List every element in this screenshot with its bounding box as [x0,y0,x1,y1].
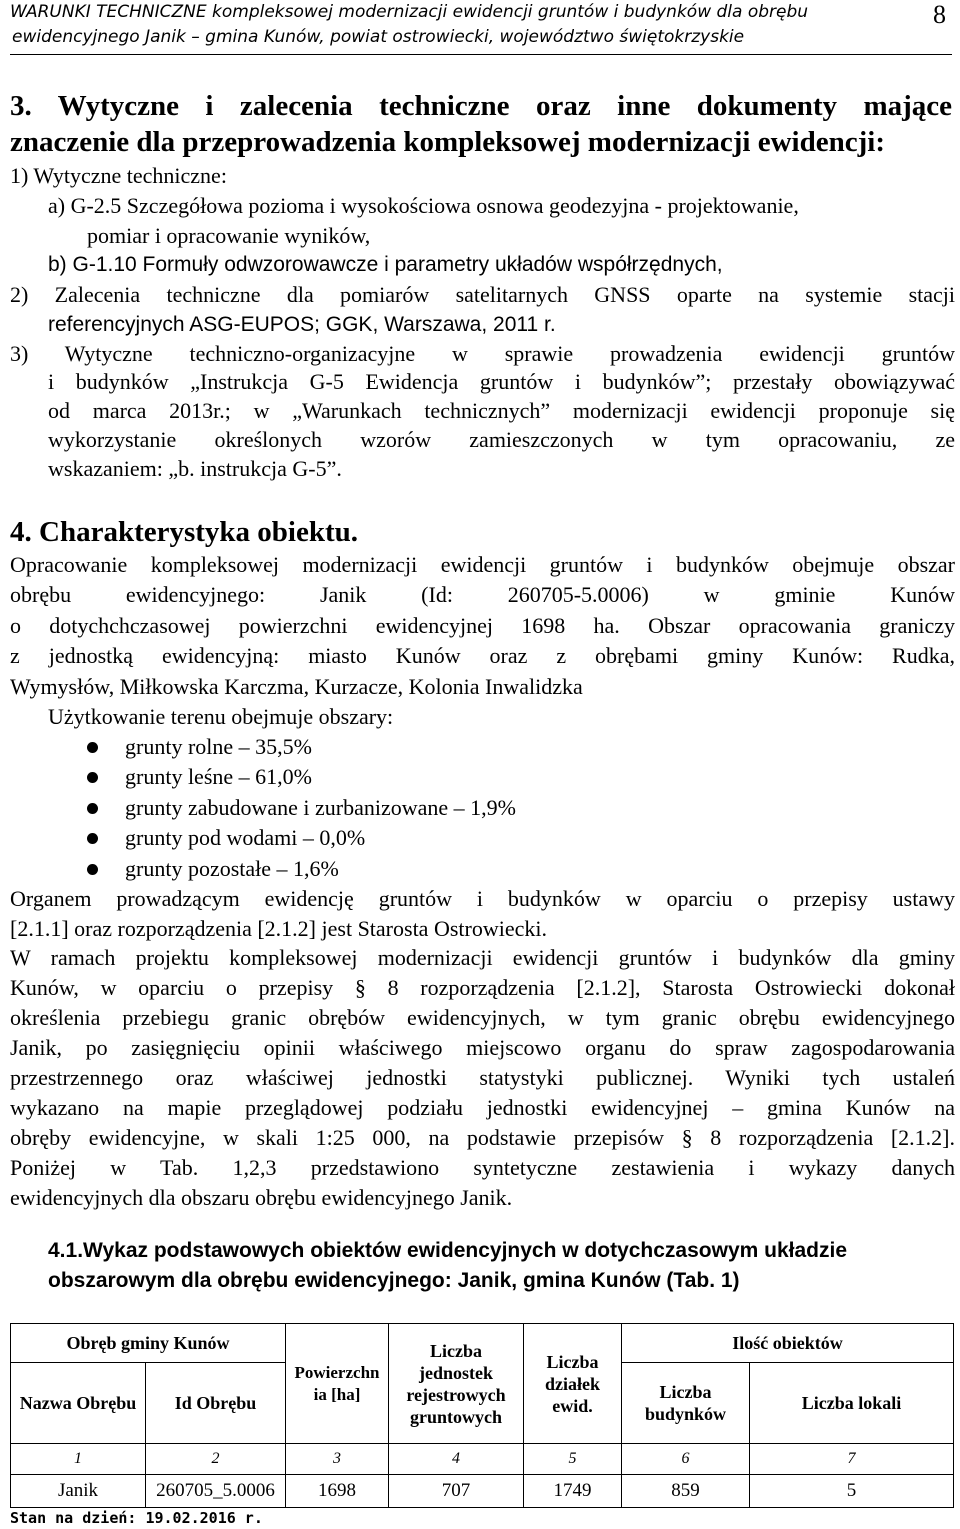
section-3-title-line-2: znaczenie dla przeprowadzenia kompleksowej modernizacji ewidencji: [10,126,885,158]
running-header [10,0,910,50]
section-4-1-title-line-2: obszarowym dla obrębu ewidencyjnego: Janik, gmina Kunów (Tab. 1) [48,1269,740,1292]
section-4-1-title-line-1: 4.1.Wykaz podstawowych obiektów ewidencyjnych w dotychczasowym układzie [48,1239,848,1262]
land-use-intro: Użytkowanie terenu obejmuje obszary: [48,704,394,729]
s3-line: wykorzystanie określonych wzorów zamieszczonych w tym opracowaniu, ze [48,427,955,452]
cell-nazwa: Janik [11,1475,146,1508]
cell-dzialki: 1749 [524,1475,622,1508]
group-header-ilosc: Ilość obiektów [622,1324,954,1363]
land-use-item: grunty pod wodami – 0,0% [125,825,366,850]
land-use-item: grunty rolne – 35,5% [125,734,312,759]
col-header-jednostki: Liczba jednostek rejestrowych gruntowych [389,1324,524,1444]
col-header-powierzchnia: Powierzchn ia [ha] [286,1324,389,1444]
bullet-icon [87,833,98,844]
status-date: Stan na dzień: 19.02.2016 r. [10,1509,263,1527]
section-4-title: 4. Charakterystyka obiektu. [10,516,359,548]
s3-line: 1) Wytyczne techniczne: [10,163,227,188]
land-use-item: grunty pozostałe – 1,6% [125,856,339,881]
col-header-lokale: Liczba lokali [750,1363,954,1444]
bullet-icon [87,772,98,783]
s3-line: a) G-2.5 Szczegółowa pozioma i wysokościowa osnowa geodezyjna - projektowanie, [48,193,799,218]
bullet-icon [87,864,98,875]
land-use-item: grunty zabudowane i zurbanizowane – 1,9% [125,795,516,820]
header-rule [10,54,952,55]
section-3-title-line-1: 3. Wytyczne i zalecenia techniczne oraz inne dokumenty mające [10,90,952,122]
s4-para3-line: obręby ewidencyjne, w skali 1:25 000, na podstawie przepisów § 8 rozporządzenia [2.1.2]. [10,1125,955,1150]
col-header-dzialki: Liczba działek ewid. [524,1324,622,1444]
s4-para2-line: Organem prowadzącym ewidencję gruntów i budynków w oparciu o przepisy ustawy [10,886,955,911]
cell-lokale: 5 [750,1475,954,1508]
s3-line: 3) Wytyczne techniczno-organizacyjne w sprawie prowadzenia ewidencji gruntów [10,341,955,366]
cell-jednostki: 707 [389,1475,524,1508]
s3-line: pomiar i opracowanie wyników, [87,223,371,248]
column-number: 6 [622,1444,750,1475]
s3-line: wskazaniem: „b. instrukcja G-5”. [48,456,342,481]
s3-line: i budynków „Instrukcja G-5 Ewidencja gruntów i budynków”; przestały obowiązywać [48,369,955,394]
land-use-item: grunty leśne – 61,0% [125,764,312,789]
s4-para3-line: Poniżej w Tab. 1,2,3 przedstawiono syntetyczne zestawienia i wykazy danych [10,1155,955,1180]
column-number: 5 [524,1444,622,1475]
cell-budynki: 859 [622,1475,750,1508]
s4-para1-line: Wymysłów, Miłkowska Karczma, Kurzacze, Kolonia Inwalidzka [10,674,583,699]
header-line-2: ewidencyjnego Janik – gmina Kunów, powiat ostrowiecki, województwo świętokrzyskie [12,27,745,47]
s3-line: referencyjnych ASG-EUPOS; GGK, Warszawa, 2011 r. [48,313,556,336]
col-header-budynki: Liczba budynków [622,1363,750,1444]
s4-para2-line: [2.1.1] oraz rozporządzenia [2.1.2] jest Starosta Ostrowiecki. [10,916,547,941]
s4-para3-line: określenia przebiegu granic obrębów ewidencyjnych, w tym granic obrębu ewidencyjnego [10,1005,955,1030]
s3-line: od marca 2013r.; w „Warunkach technicznych” modernizacji ewidencji proponuje się [48,398,955,423]
s4-para3-line: ewidencyjnych dla obszaru obrębu ewidencyjnego Janik. [10,1185,513,1210]
group-header-obreb: Obręb gminy Kunów [11,1324,286,1363]
s4-para3-line: przestrzennego oraz właściwej jednostki statystyki publicznej. Wyniki tych ustaleń [10,1065,955,1090]
s4-para3-line: Janik, po zasięgnięciu opinii właściwego miejscowo organu do spraw zagospodarowania [10,1035,955,1060]
objects-table [10,1323,954,1508]
table-row [11,1475,954,1508]
s4-para1-line: Opracowanie kompleksowej modernizacji ewidencji gruntów i budynków obejmuje obszar [10,552,955,577]
bullet-icon [87,803,98,814]
page-number: 8 [933,0,946,29]
s4-para1-line: obrębu ewidencyjnego: Janik (Id: 260705-5.0006) w gminie Kunów [10,582,955,607]
s3-line: b) G-1.10 Formuły odwzorowawcze i parametry układów współrzędnych, [48,253,723,276]
table-number-row [11,1444,954,1475]
bullet-icon [87,742,98,753]
column-number: 1 [11,1444,146,1475]
s4-para1-line: o dotychchczasowej powierzchni ewidencyjnej 1698 ha. Obszar opracowania graniczy [10,613,955,638]
s3-line: 2) Zalecenia techniczne dla pomiarów satelitarnych GNSS oparte na systemie stacji [10,282,955,307]
s4-para1-line: z jednostką ewidencyjną: miasto Kunów oraz z obrębami gminy Kunów: Rudka, [10,643,955,668]
s4-para3-line: Kunów, w oparciu o przepisy § 8 rozporządzenia [2.1.2], Starosta Ostrowiecki dokonał [10,975,955,1000]
column-number: 4 [389,1444,524,1475]
column-number: 2 [146,1444,286,1475]
column-number: 3 [286,1444,389,1475]
column-number: 7 [750,1444,954,1475]
s4-para3-line: wykazano na mapie przeglądowej podziału jednostki ewidencyjnej – gmina Kunów na [10,1095,955,1120]
header-line-1: WARUNKI TECHNICZNE kompleksowej modernizacji ewidencji gruntów i budynków dla obrębu [10,2,809,22]
col-header-nazwa: Nazwa Obrębu [11,1363,146,1444]
s4-para3-line: W ramach projektu kompleksowej modernizacji ewidencji gruntów i budynków dla gminy [10,945,955,970]
cell-id: 260705_5.0006 [146,1475,286,1508]
cell-powierzchnia: 1698 [286,1475,389,1508]
col-header-id: Id Obrębu [146,1363,286,1444]
